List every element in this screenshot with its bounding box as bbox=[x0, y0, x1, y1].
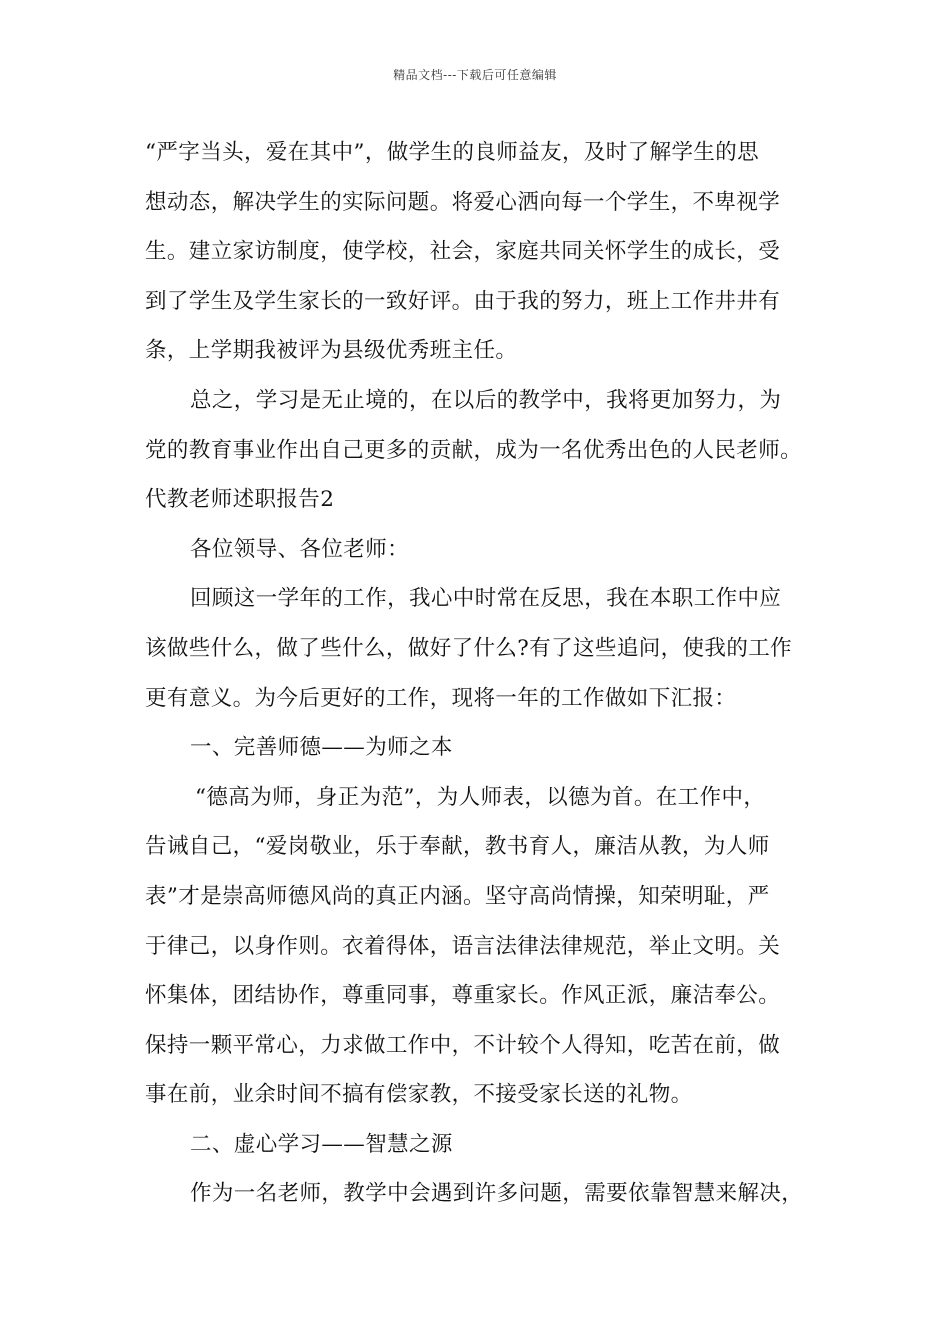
text-line: 到了学生及学生家长的一致好评。由于我的努力，班上工作井井有 bbox=[145, 288, 781, 314]
subsection-heading: 二、虚心学习——智慧之源 bbox=[190, 1131, 453, 1157]
text-line: 表”才是崇高师德风尚的真正内涵。坚守高尚情操，知荣明耻，严 bbox=[145, 883, 770, 909]
section-title: 代教老师述职报告2 bbox=[145, 487, 335, 513]
text-line: 想动态，解决学生的实际问题。将爱心洒向每一个学生，不卑视学 bbox=[145, 189, 781, 215]
subsection-heading: 一、完善师德——为师之本 bbox=[190, 735, 453, 761]
paragraph-first-line: 回顾这一学年的工作，我心中时常在反思，我在本职工作中应 bbox=[190, 586, 782, 612]
text-line: 于律己，以身作则。衣着得体，语言法律法律规范，举止文明。关 bbox=[145, 933, 781, 959]
text-line: 生。建立家访制度，使学校，社会，家庭共同关怀学生的成长，受 bbox=[145, 239, 781, 265]
text-line: 党的教育事业作出自己更多的贡献，成为一名优秀出色的人民老师。 bbox=[145, 437, 803, 463]
text-line: 事在前，业余时间不搞有偿家教，不接受家长送的礼物。 bbox=[145, 1082, 693, 1108]
text-line: 保持一颗平常心，力求做工作中，不计较个人得知，吃苦在前，做 bbox=[145, 1032, 781, 1058]
text-line: “严字当头，爱在其中”，做学生的良师益友，及时了解学生的思 bbox=[145, 140, 760, 165]
text-line: 怀集体，团结协作，尊重同事，尊重家长。作风正派，廉洁奉公。 bbox=[145, 983, 781, 1009]
text-line: 更有意义。为今后更好的工作，现将一年的工作做如下汇报： bbox=[145, 685, 737, 711]
salutation: 各位领导、各位老师： bbox=[190, 536, 410, 562]
paragraph-first-line: 总之，学习是无止境的，在以后的教学中，我将更加努力，为 bbox=[190, 387, 782, 413]
text-line: 告诫自己，“爱岗敬业，乐于奉献，教书育人，廉洁从教，为人师 bbox=[145, 834, 770, 860]
paragraph-first-line: 作为一名老师，教学中会遇到许多问题，需要依靠智慧来解决， bbox=[190, 1181, 804, 1207]
text-line: 该做些什么，做了些什么，做好了什么?有了这些追问，使我的工作 bbox=[145, 635, 793, 661]
paragraph-first-line: “德高为师，身正为范”，为人师表，以德为首。在工作中， bbox=[195, 784, 766, 810]
document-body bbox=[145, 133, 825, 1224]
page-header: 精品文档---下载后可任意编辑 bbox=[393, 68, 557, 82]
text-line: 条，上学期我被评为县级优秀班主任。 bbox=[145, 338, 518, 364]
